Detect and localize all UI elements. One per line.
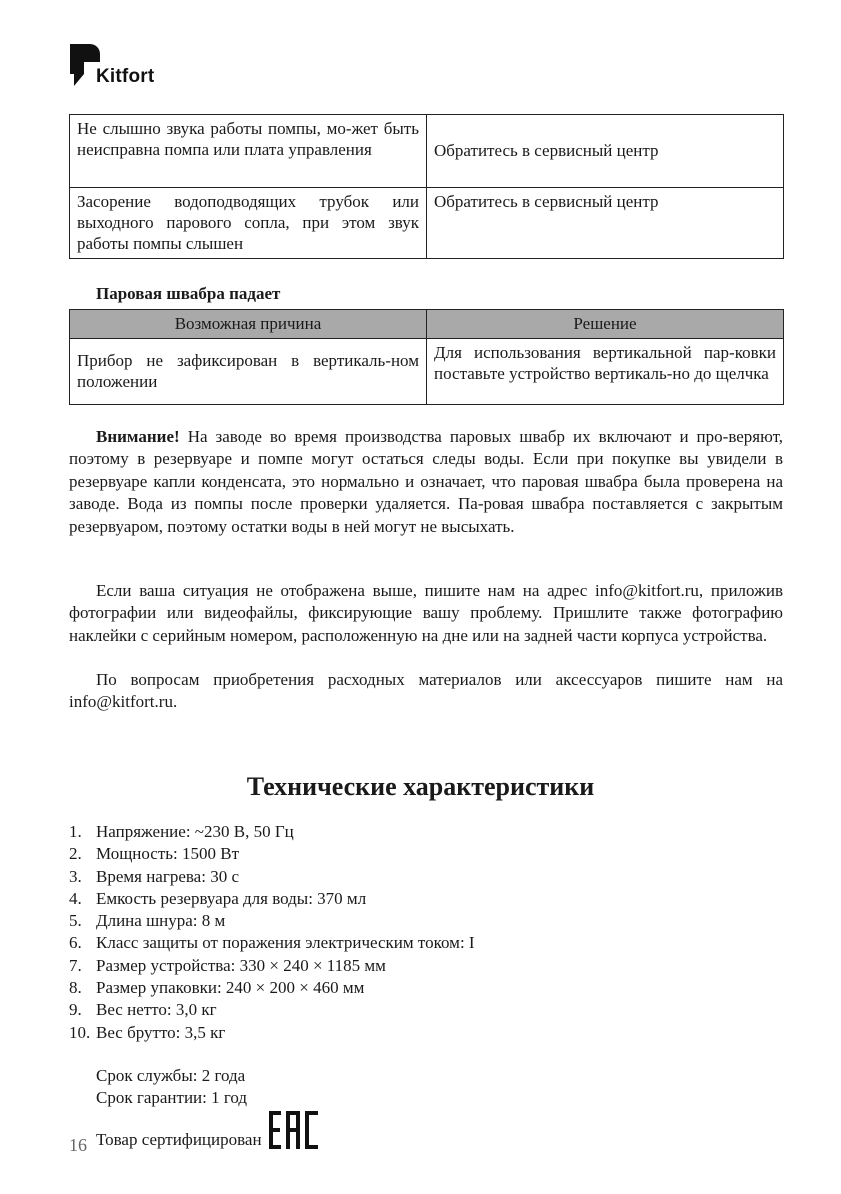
cause-cell: Засорение водоподводящих трубок или выходного парового сопла, при этом звук работы помпы слышен xyxy=(70,188,427,259)
attention-text: На заводе во время производства паровых швабр их включают и про-веряют, поэтому в резервуаре и помпе могут остаться следы воды. Если при покупке вы увидели в резервуаре капли конденсата, это нормально и означает, что паровая швабра была проверена на заводе. Вода из помпы после проверки удаляется. Па-ровая швабра поставляется с закрытым резервуаром, поэтому остатки воды в ней могут не высыхать. xyxy=(69,427,783,536)
cause-cell: Не слышно звука работы помпы, мо-жет быть неисправна помпа или плата управления xyxy=(70,115,427,188)
solution-cell: Для использования вертикальной пар-ковки поставьте устройство вертикаль-но до щелчка xyxy=(427,339,784,405)
troubleshooting-table-2 xyxy=(69,309,784,405)
solution-cell: Обратитесь в сервисный центр xyxy=(427,188,784,259)
consumables-paragraph: По вопросам приобретения расходных материалов или аксессуаров пишите нам на info@kitfort.ru. xyxy=(69,670,783,712)
list-item: 6. Класс защиты от поражения электрическим током: I xyxy=(69,933,475,953)
list-item: 2. Мощность: 1500 Вт xyxy=(69,844,240,864)
certification-row xyxy=(96,1110,320,1152)
header-cause: Возможная причина xyxy=(70,310,427,339)
specs-list xyxy=(69,821,475,1044)
list-item: 5. Длина шнура: 8 м xyxy=(69,911,226,931)
warranty-period: Срок гарантии: 1 год xyxy=(96,1088,248,1108)
table-row xyxy=(70,115,784,188)
cause-cell: Прибор не зафиксирован в вертикаль-ном положении xyxy=(70,339,427,405)
table-row xyxy=(70,339,784,405)
service-info xyxy=(96,1065,320,1152)
solution-cell: Обратитесь в сервисный центр xyxy=(427,115,784,188)
list-item: 3. Время нагрева: 30 с xyxy=(69,866,239,886)
list-item: 8. Размер упаковки: 240 × 200 × 460 мм xyxy=(69,978,365,998)
section-title: Паровая швабра падает xyxy=(96,284,281,303)
eac-mark-icon xyxy=(268,1110,320,1150)
attention-paragraph xyxy=(69,426,783,538)
list-item: 9. Вес нетто: 3,0 кг xyxy=(69,1000,217,1020)
list-item: 10. Вес брутто: 3,5 кг xyxy=(69,1022,226,1042)
list-item: 7. Размер устройства: 330 × 240 × 1185 мм xyxy=(69,955,386,975)
contact-paragraph: Если ваша ситуация не отображена выше, пишите нам на адрес info@kitfort.ru, приложив фотографии или видеофайлы, фиксирующие вашу проблему. Пришлите также фотографию наклейки с серийным номером, расположенную на дне или на задней части корпуса устройства. xyxy=(69,581,783,645)
kitfort-logo xyxy=(68,42,154,88)
service-life: Срок службы: 2 года xyxy=(96,1066,246,1085)
attention-label: Внимание! xyxy=(96,427,180,446)
list-item: 4. Емкость резервуара для воды: 370 мл xyxy=(69,888,367,908)
table-row xyxy=(70,188,784,259)
certified-text: Товар сертифицирован xyxy=(96,1130,262,1150)
list-item: 1. Напряжение: ~230 В, 50 Гц xyxy=(69,822,294,841)
brand-name: Kitfort xyxy=(96,66,155,87)
troubleshooting-table-1 xyxy=(69,114,784,259)
table-header-row xyxy=(70,310,784,339)
page-number: 16 xyxy=(69,1135,87,1155)
header-solution: Решение xyxy=(427,310,784,339)
specs-heading: Технические характеристики xyxy=(246,772,595,801)
